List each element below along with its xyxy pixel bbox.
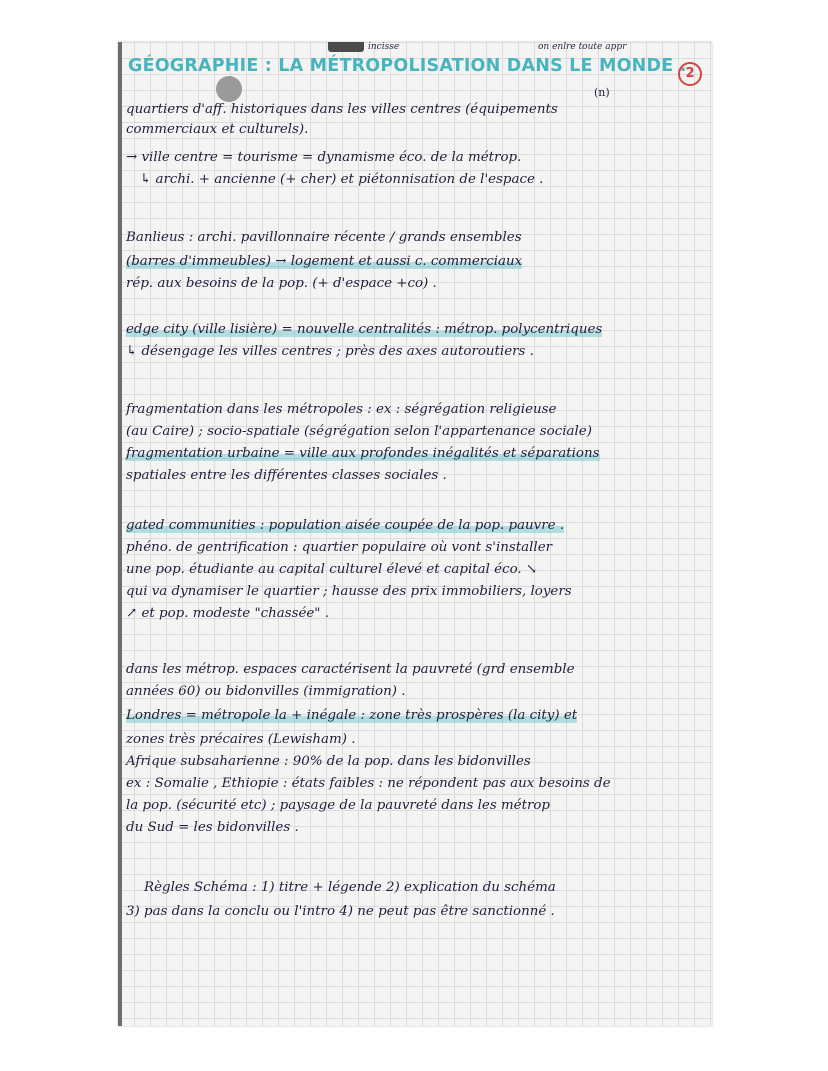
note-line: ex : Somalie , Ethiopie : états faibles : ne répondent pas aux besoins de — [126, 776, 611, 791]
punch-hole — [216, 76, 242, 102]
note-line: (au Caire) ; socio-spatiale (ségrégation selon l'appartenance sociale) — [126, 424, 592, 439]
note-line — [126, 444, 706, 463]
notebook-page — [118, 42, 712, 1026]
note-line: spatiales entre les différentes classes sociales . — [126, 468, 447, 483]
note-line: ↗ et pop. modeste "chassée" . — [126, 606, 329, 621]
note-line — [126, 706, 706, 725]
page-number: 2 — [678, 62, 702, 86]
highlighted-text: (barres d'immeubles) → logement et aussi c. commerciaux — [126, 254, 523, 269]
highlighted-text: fragmentation urbaine = ville aux profondes inégalités et séparations — [126, 446, 600, 461]
note-line: ↳ archi. + ancienne (+ cher) et piétonnisation de l'espace . — [140, 172, 544, 187]
note-line: Banlieus : archi. pavillonnaire récente / grands ensembles — [126, 230, 522, 245]
note-line: 3) pas dans la conclu ou l'intro 4) ne peut pas être sanctionné . — [126, 904, 555, 919]
note-line: ↳ désengage les villes centres ; près des axes autoroutiers . — [126, 344, 534, 359]
note-line: quartiers d'aff. historiques dans les villes centres (équipements — [126, 102, 558, 117]
note-line: qui va dynamiser le quartier ; hausse des prix immobiliers, loyers — [126, 584, 572, 599]
highlighted-text: Londres = métropole la + inégale : zone très prospères (la city) et — [126, 708, 578, 723]
note-line: → ville centre = tourisme = dynamisme éco. de la métrop. — [126, 150, 522, 165]
note-line: du Sud = les bidonvilles . — [126, 820, 299, 835]
binder-tab — [328, 42, 364, 52]
bleed-text-left: incisse — [368, 42, 400, 52]
page-title: GÉOGRAPHIE : LA MÉTROPOLISATION DANS LE MONDE . — [128, 56, 687, 76]
note-line: années 60) ou bidonvilles (immigration) . — [126, 684, 406, 699]
note-line — [126, 320, 706, 339]
note-line: la pop. (sécurité etc) ; paysage de la pauvreté dans les métrop — [126, 798, 551, 813]
note-line: dans les métrop. espaces caractérisent la pauvreté (grd ensemble — [126, 662, 575, 677]
note-line: Afrique subsaharienne : 90% de la pop. dans les bidonvilles — [126, 754, 531, 769]
note-line: phéno. de gentrification : quartier populaire où vont s'installer — [126, 540, 553, 555]
highlighted-text: gated communities : population aisée coupée de la pop. pauvre . — [126, 518, 565, 533]
note-line: une pop. étudiante au capital culturel élevé et capital éco. ↘ — [126, 562, 538, 577]
small-mark: (n) — [594, 86, 610, 99]
note-line: Règles Schéma : 1) titre + légende 2) explication du schéma — [144, 880, 556, 895]
note-line — [126, 516, 706, 535]
note-line: fragmentation dans les métropoles : ex : ségrégation religieuse — [126, 402, 557, 417]
bleed-text-right: on enlre toute appr — [538, 42, 627, 52]
note-line: commerciaux et culturels). — [126, 122, 309, 137]
note-line — [126, 252, 706, 271]
note-line: rép. aux besoins de la pop. (+ d'espace +co) . — [126, 276, 437, 291]
margin-line — [118, 42, 122, 1026]
note-line: zones très précaires (Lewisham) . — [126, 732, 356, 747]
highlighted-text: edge city (ville lisière) = nouvelle centralités : métrop. polycentriques — [126, 322, 603, 337]
